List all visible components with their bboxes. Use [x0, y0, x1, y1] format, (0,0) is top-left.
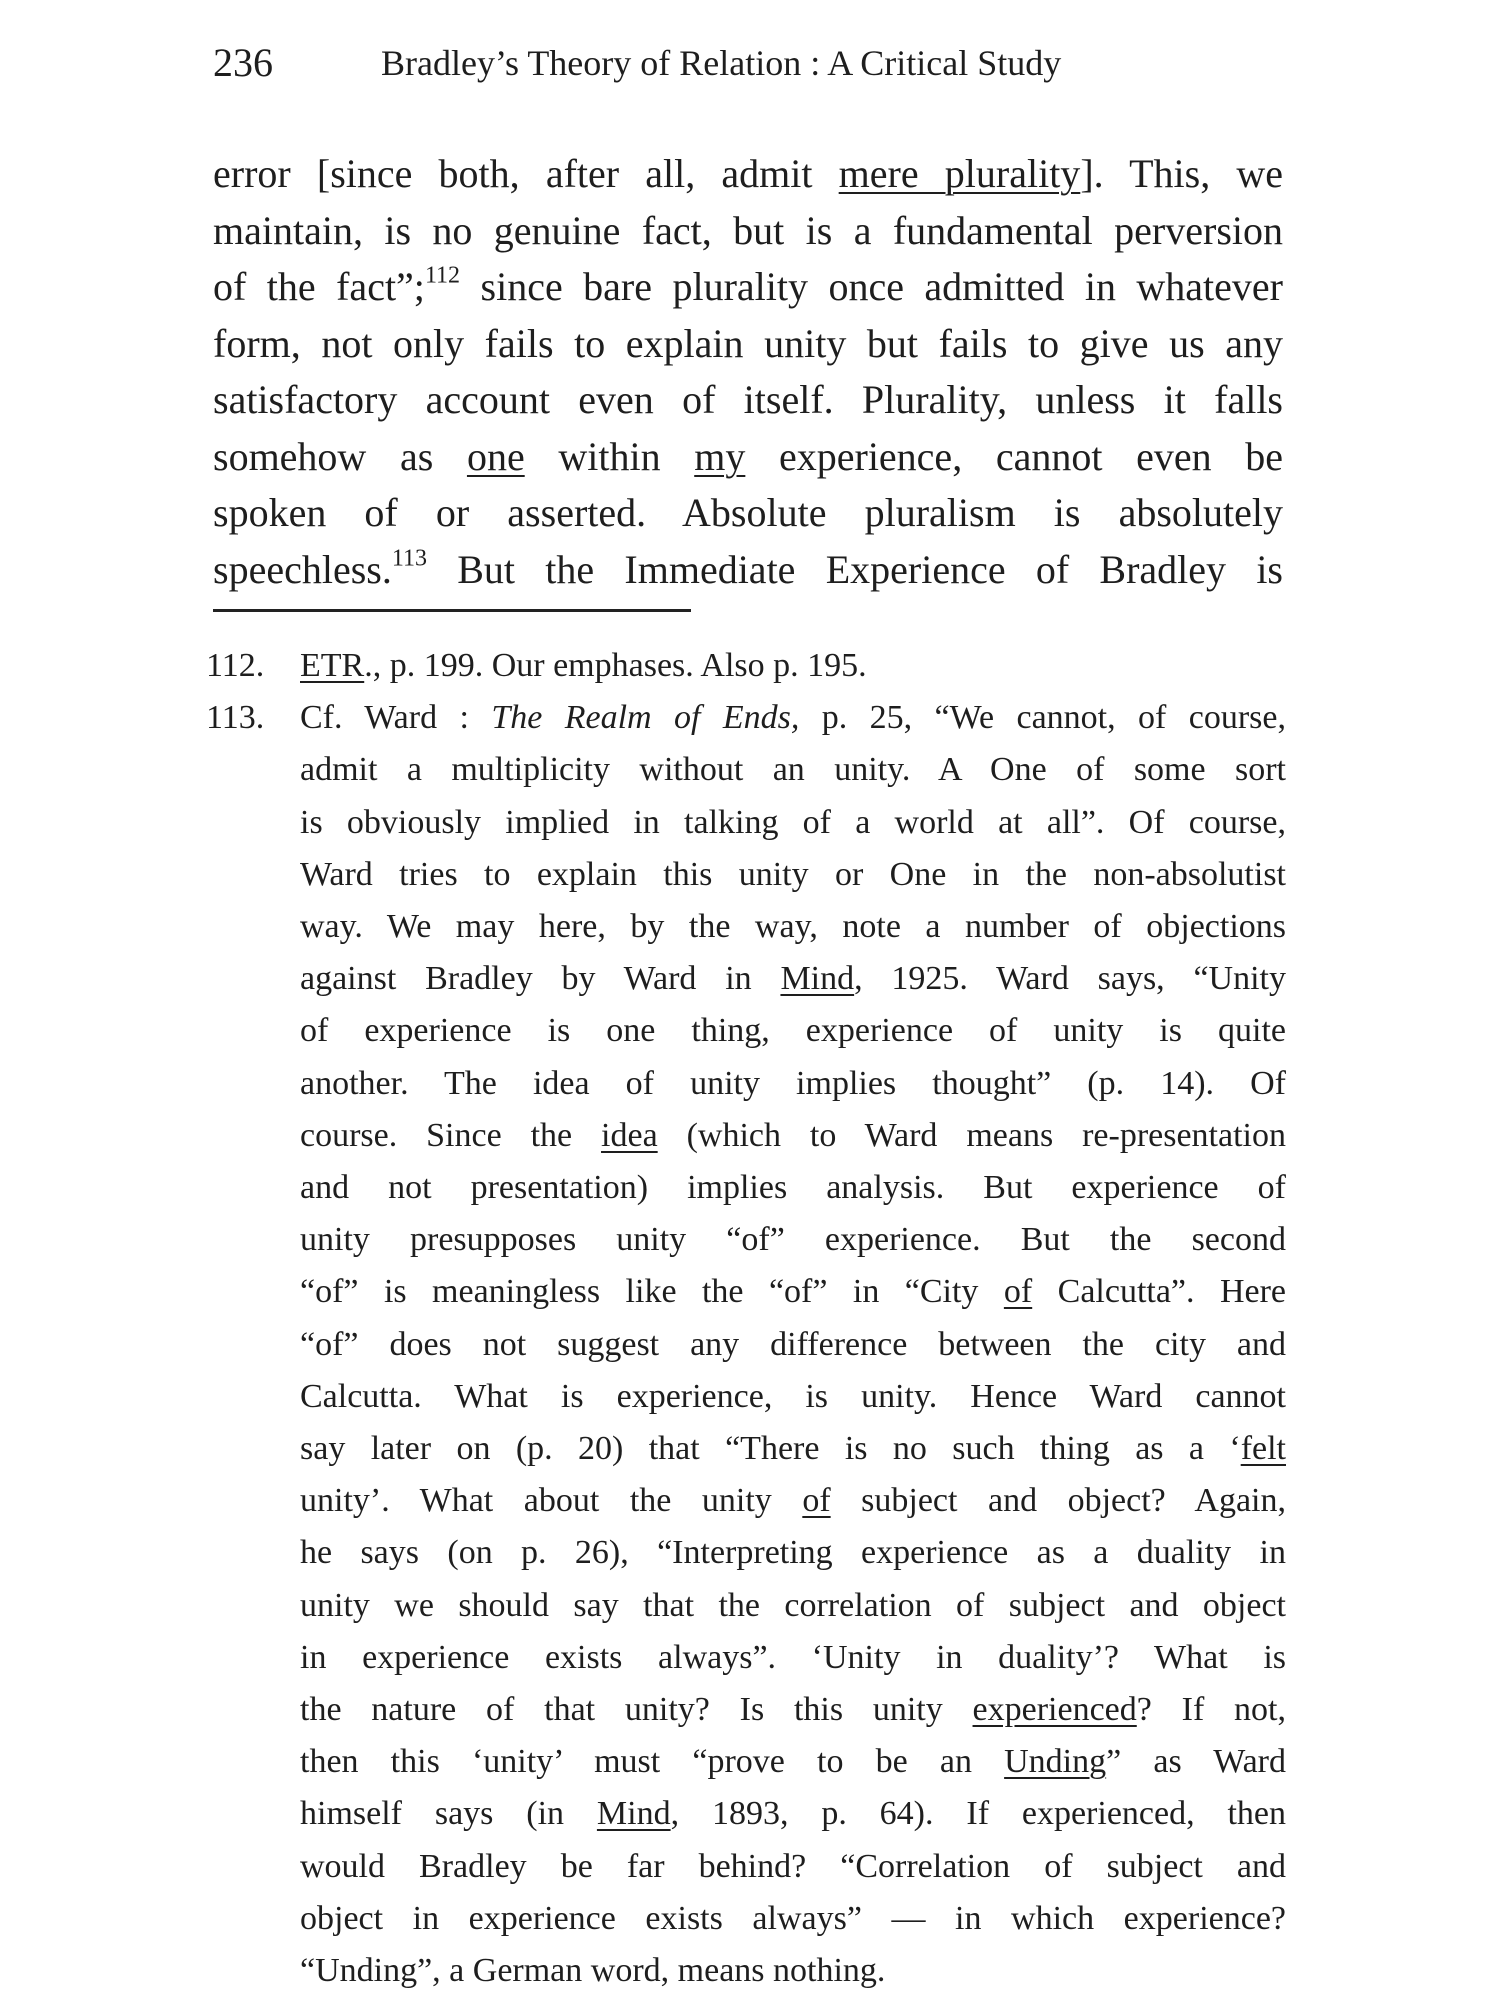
footnote-ref-113: 113	[391, 545, 427, 572]
footnote-line: Calcutta. What is experience, is unity. Hence Ward cannot	[300, 1377, 1286, 1415]
footnote-line: and not presentation) implies analysis. But experience of	[300, 1169, 1286, 1207]
footnote-line: “of” is meaningless like the “of” in “City of Calcutta”. Here	[300, 1273, 1287, 1311]
running-head: Bradley’s Theory of Relation : A Critical Study	[381, 43, 1062, 83]
book-title: The Realm of Ends,	[491, 699, 800, 737]
footnote-line: unity presupposes unity “of” experience. But the second	[300, 1221, 1286, 1259]
footnote-line: of experience is one thing, experience of unity is quite	[300, 1012, 1286, 1050]
underlined-abbreviation: ETR	[300, 647, 365, 684]
footnote-line: Cf. Ward : The Realm of Ends, p. 25, “We cannot, of course,	[300, 699, 1286, 737]
underlined-word: Unding	[1004, 1743, 1107, 1781]
underlined-word: my	[694, 433, 746, 479]
footnote-line: against Bradley by Ward in Mind, 1925. Ward says, “Unity	[300, 960, 1286, 998]
underlined-word: idea	[601, 1116, 658, 1154]
underlined-word: felt	[1240, 1430, 1286, 1468]
footnote-ref-112: 112	[424, 262, 461, 289]
footnote-line: is obviously implied in talking of a world at all”. Of course,	[300, 803, 1286, 841]
footnote-line: in experience exists always”. ‘Unity in duality’? What is	[300, 1638, 1286, 1676]
footnote-line: course. Since the idea (which to Ward means re-presentation	[300, 1116, 1286, 1154]
footnote-line: unity we should say that the correlation of subject and object	[300, 1586, 1286, 1624]
footnote-line: admit a multiplicity without an unity. A One of some sort	[300, 751, 1286, 789]
footnote-line: “Unding”, a German word, means nothing.	[300, 1952, 886, 1990]
footnote-line: ETR., p. 199. Our emphases. Also p. 195.	[300, 647, 867, 684]
footnote-line: himself says (in Mind, 1893, p. 64). If experienced, then	[300, 1795, 1286, 1833]
footnote-line: “of” does not suggest any difference between the city and	[300, 1325, 1286, 1363]
footnote-line: Ward tries to explain this unity or One in the non-absolutist	[300, 855, 1286, 893]
footnote-line: say later on (p. 20) that “There is no such thing as a ‘felt	[300, 1430, 1286, 1468]
body-line: somehow as one within my experience, cannot even be	[213, 433, 1283, 479]
footnote-line: then this ‘unity’ must “prove to be an Unding” as Ward	[300, 1743, 1286, 1781]
footnote-line: object in experience exists always” — in which experience?	[300, 1899, 1286, 1937]
underlined-word: of	[802, 1482, 831, 1520]
footnote-number: 113.	[206, 699, 265, 737]
main-paragraph	[213, 146, 1283, 598]
page-number: 236	[213, 40, 273, 85]
footnote-113	[206, 692, 1286, 1997]
footnote-line: would Bradley be far behind? “Correlation of subject and	[300, 1847, 1286, 1885]
underlined-word: Mind	[780, 960, 855, 998]
body-line: form, not only fails to explain unity but fails to give us any	[213, 320, 1283, 366]
body-line: speechless.$^{113}$ But the Immediate Experience of Bradley is	[213, 545, 1283, 592]
underlined-word: Mind	[596, 1795, 671, 1833]
underlined-word: experienced	[972, 1691, 1137, 1729]
body-line: satisfactory account even of itself. Plurality, unless it falls	[213, 377, 1283, 422]
footnotes	[206, 640, 1286, 1997]
footnote-line: way. We may here, by the way, note a number of objections	[300, 908, 1286, 946]
footnote-divider	[213, 609, 691, 612]
body-line: maintain, is no genuine fact, but is a fundamental perversion	[213, 207, 1283, 253]
underlined-word: of	[1003, 1273, 1033, 1311]
footnote-line: he says (on p. 26), “Interpreting experience as a duality in	[300, 1534, 1286, 1572]
footnote-112	[206, 640, 1286, 692]
underlined-phrase: mere plurality	[838, 151, 1081, 196]
underlined-word: one	[466, 433, 525, 479]
body-line: spoken of or asserted. Absolute pluralism is absolutely	[213, 490, 1283, 535]
page-header	[213, 38, 1303, 88]
footnote-line: the nature of that unity? Is this unity experienced? If not,	[300, 1691, 1286, 1729]
body-line: error [since both, after all, admit mere plurality]. This, we	[213, 151, 1283, 196]
footnote-line: unity’. What about the unity of subject and object? Again,	[300, 1482, 1287, 1520]
footnote-line: another. The idea of unity implies thought” (p. 14). Of	[300, 1064, 1286, 1102]
body-line: of the fact”;$^{112}$ since bare plurality once admitted in whatever	[213, 262, 1283, 309]
footnote-number: 112.	[206, 647, 265, 684]
